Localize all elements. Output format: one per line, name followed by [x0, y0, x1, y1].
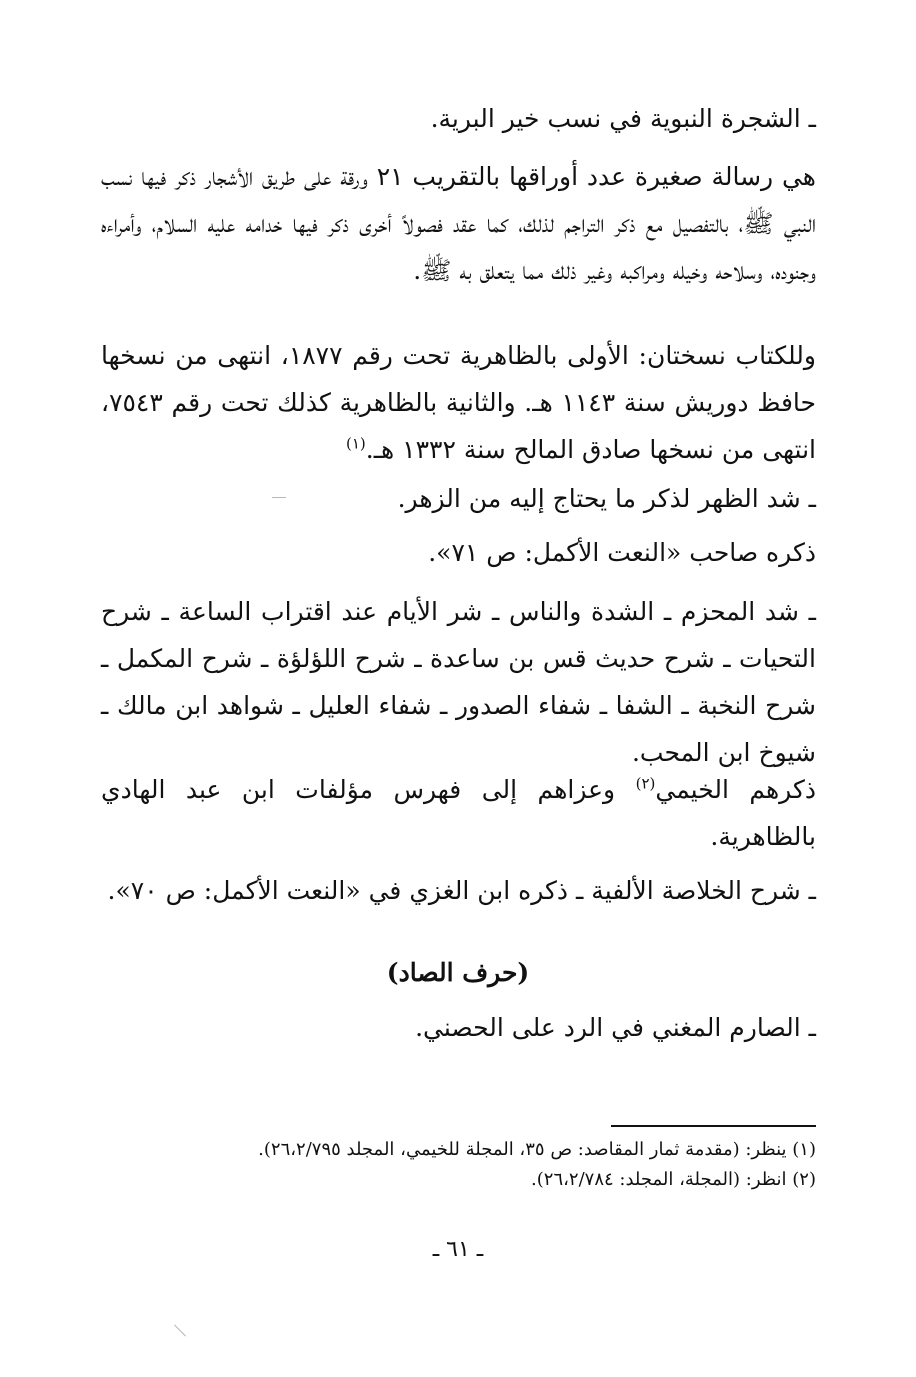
- reference-text-b: وعزاهم إلى فهرس مؤلفات ابن عبد الهادي بالظاهرية.: [101, 775, 816, 851]
- entry-title-sharh-al-khulasa: ـ شرح الخلاصة الألفية ـ ذكره ابن الغزي في «النعت الأكمل: ص ٧٠».: [107, 876, 816, 905]
- section-heading: (حرف الصاد): [386, 958, 530, 987]
- footnote-1: (١) ينظر: (مقدمة ثمار المقاصد: ص ٣٥، المجلة للخيمي، المجلد ٢٦،٢/٧٩٥).: [258, 1139, 816, 1160]
- scan-speck: [272, 497, 286, 498]
- entry-reference-list: [101, 766, 816, 860]
- entry-title-list: ـ شد المحزم ـ الشدة والناس ـ شر الأيام عند اقتراب الساعة ـ شرح التحيات ـ شرح حديث قس بن ساعدة ـ شرح اللؤلؤة ـ شرح المكمل ـ شرح النخبة ـ الشفا ـ شفاء الصدور ـ شفاء العليل ـ شواهد ابن مالك ـ شيوخ ابن المحب.: [101, 597, 816, 767]
- entry-title-shajara: ـ الشجرة النبوية في نسب خير البرية.: [430, 104, 816, 133]
- entry-reference-shadd-al-zahr: ذكره صاحب «النعت الأكمل: ص ٧١».: [428, 538, 816, 567]
- entry-title-al-sarim: ـ الصارم المغني في الرد على الحصني.: [415, 1013, 816, 1042]
- page-number: ـ ٦١ ـ: [432, 1237, 484, 1262]
- footnote-ref-1: (١): [345, 434, 366, 453]
- footnote-2: (٢) انظر: (المجلة، المجلد: ٢٦،٢/٧٨٤).: [531, 1169, 816, 1190]
- entry-manuscripts-shajara: [101, 332, 816, 473]
- manuscripts-text: وللكتاب نسختان: الأولى بالظاهرية تحت رقم ١٨٧٧، انتهى من نسخها حافظ دوريش سنة ١١٤٣ هـ. والثانية بالظاهرية كذلك تحت رقم ٧٥٤٣، انتهى من نسخها صادق المالح سنة ١٣٣٢ هـ.: [101, 341, 817, 464]
- scan-speck: [174, 1324, 186, 1336]
- entry-title-shadd-al-zahr: ـ شد الظهر لذكر ما يحتاج إليه من الزهر.: [397, 484, 816, 513]
- footnote-ref-2: (٢): [635, 774, 656, 793]
- footnote-separator: [611, 1125, 816, 1127]
- entry-description-shajara: هي رسالة صغيرة عدد أوراقها بالتقريب ٢١ ورقة على طريق الأشجار ذكر فيها نسب النبي ﷺ، بالتفصيل مع ذكر التراجم لذلك، كما عقد فصولاً أخرى ذكر فيها خدامه عليه السلام، وأمراءه وجنوده، وسلاحه وخيله ومراكبه وغير ذلك مما يتعلق به ﷺ.: [101, 162, 816, 285]
- reference-text-a: ذكرهم الخيمي: [655, 775, 816, 804]
